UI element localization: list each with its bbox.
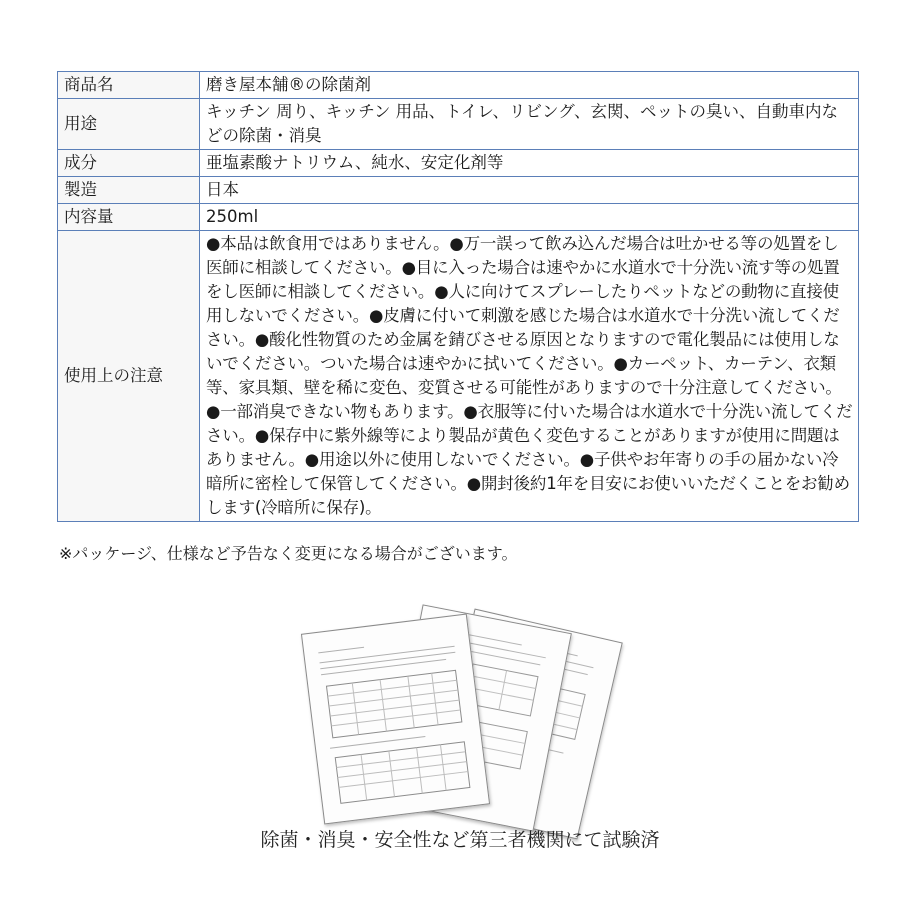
spec-value: 日本 xyxy=(200,177,859,204)
spec-label: 内容量 xyxy=(58,204,200,231)
spec-value: 250ml xyxy=(200,204,859,231)
spec-row-volume xyxy=(58,204,859,231)
spec-label: 商品名 xyxy=(58,72,200,99)
spec-value: 磨き屋本舗®の除菌剤 xyxy=(200,72,859,99)
test-caption: 除菌・消臭・安全性など第三者機関にて試験済 xyxy=(260,829,660,851)
spec-label: 製造 xyxy=(58,177,200,204)
spec-value: 亜塩素酸ナトリウム、純水、安定化剤等 xyxy=(200,150,859,177)
change-notice: ※パッケージ、仕様など予告なく変更になる場合がございます。 xyxy=(59,544,518,563)
spec-label: 成分 xyxy=(58,150,200,177)
test-report-documents-icon xyxy=(300,605,620,830)
spec-row-manufacture xyxy=(58,177,859,204)
product-spec-table xyxy=(57,71,859,522)
spec-label: 使用上の注意 xyxy=(58,231,200,522)
spec-row-usage xyxy=(58,99,859,150)
spec-row-precautions xyxy=(58,231,859,522)
spec-value: ●本品は飲食用ではありません。●万一誤って飲み込んだ場合は吐かせる等の処置をし医師に相談してください。●目に入った場合は速やかに水道水で十分洗い流す等の処置をし医師に相談してください。●人に向けてスプレーしたりペットなどの動物に直接使用しないでください。●皮膚に付いて刺激を感じた場合は水道水で十分洗い流してください。●酸化性物質のため金属を錆びさせる原因となりますので電化製品には使用しないでください。ついた場合は速やかに拭いてください。●カーペット、カーテン、衣類等、家具類、壁を稀に変色、変質させる可能性がありますので十分注意してください。●一部消臭できない物もあります。●衣服等に付いた場合は水道水で十分洗い流してください。●保存中に紫外線等により製品が黄色く変色することがありますが使用に問題はありません。●用途以外に使用しないでください。●子供やお年寄りの手の届かない冷暗所に密栓して保管してください。●開封後約1年を目安にお使いいただくことをお勧めします(冷暗所に保存)。 xyxy=(200,231,859,522)
spec-value: キッチン 周り、キッチン 用品、トイレ、リビング、玄関、ペットの臭い、自動車内などの除菌・消臭 xyxy=(200,99,859,150)
document-sheet xyxy=(301,614,490,825)
spec-row-product-name xyxy=(58,72,859,99)
spec-label: 用途 xyxy=(58,99,200,150)
spec-row-ingredients xyxy=(58,150,859,177)
